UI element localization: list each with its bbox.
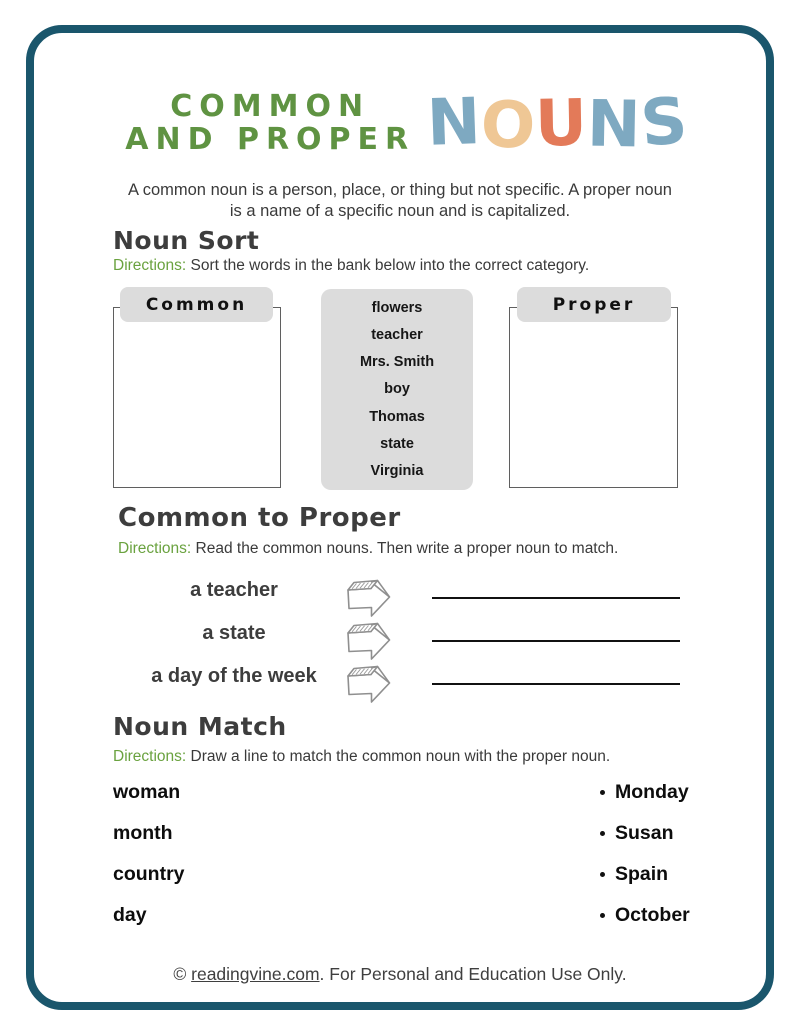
directions-label: Directions: xyxy=(113,257,187,274)
proper-noun-text: Monday xyxy=(615,781,689,803)
answer-write-line xyxy=(432,683,680,685)
bank-word: Virginia xyxy=(370,462,424,479)
common-noun-item: day xyxy=(113,904,147,926)
copyright-suffix: . For Personal and Education Use Only. xyxy=(319,964,627,984)
worksheet-definition xyxy=(0,180,800,222)
noun-sort-directions xyxy=(113,257,589,275)
proper-noun-item xyxy=(600,863,668,886)
bullet-dot-icon xyxy=(600,872,605,877)
directions-label: Directions: xyxy=(118,540,192,557)
title-line-2: AND PROPER xyxy=(125,122,416,157)
title-common-and-proper xyxy=(125,90,415,156)
common-noun-item: country xyxy=(113,863,185,885)
copyright-prefix: © xyxy=(173,964,192,984)
prompt-row xyxy=(0,656,800,702)
arrow-right-icon xyxy=(342,658,396,704)
bank-word: Mrs. Smith xyxy=(359,354,435,371)
definition-line-2: is a name of a specific noun and is capitalized. xyxy=(229,202,571,221)
arrow-right-icon xyxy=(342,615,396,661)
nouns-letter-5: S xyxy=(637,84,690,162)
answer-write-line xyxy=(432,597,680,599)
directions-label: Directions: xyxy=(113,748,187,765)
common-noun-item: month xyxy=(113,822,173,844)
bank-word: boy xyxy=(384,381,410,398)
common-sort-box xyxy=(113,307,281,488)
bullet-dot-icon xyxy=(600,831,605,836)
prompt-text: a state xyxy=(202,622,266,644)
noun-match-heading: Noun Match xyxy=(113,712,287,741)
title-line-1: COMMON xyxy=(170,89,371,124)
common-box-label: Common xyxy=(120,287,273,322)
proper-noun-text: October xyxy=(615,904,690,926)
directions-text: Sort the words in the bank below into the correct category. xyxy=(190,257,590,274)
proper-noun-text: Spain xyxy=(615,863,669,885)
directions-text: Read the common nouns. Then write a proper noun to match. xyxy=(195,540,619,557)
proper-box-label: Proper xyxy=(517,287,671,322)
proper-noun-item xyxy=(600,781,689,804)
arrow-right-icon xyxy=(342,572,396,618)
nouns-letter-4: N xyxy=(586,87,642,163)
bank-word: flowers xyxy=(371,300,423,316)
prompt-text: a day of the week xyxy=(151,665,317,687)
bank-word: Thomas xyxy=(369,408,425,425)
common-to-proper-heading: Common to Proper xyxy=(118,503,401,533)
prompt-row xyxy=(0,613,800,659)
noun-sort-area xyxy=(0,287,800,497)
bullet-dot-icon xyxy=(600,913,605,918)
nouns-letter-2: O xyxy=(479,88,537,164)
nouns-letter-3: U xyxy=(534,86,588,162)
bullet-dot-icon xyxy=(600,790,605,795)
proper-sort-box xyxy=(509,307,678,488)
worksheet-title xyxy=(6,84,800,164)
readingvine-link[interactable]: readingvine.com xyxy=(191,964,320,984)
answer-write-line xyxy=(432,640,680,642)
nouns-letter-1: N xyxy=(425,85,482,161)
bank-word: state xyxy=(380,435,414,452)
word-bank xyxy=(321,289,473,490)
proper-noun-item xyxy=(600,904,690,927)
definition-line-1: A common noun is a person, place, or thing but not specific. A proper noun xyxy=(128,181,672,199)
common-noun-item: woman xyxy=(113,781,181,803)
proper-noun-text: Susan xyxy=(615,822,674,844)
directions-text: Draw a line to match the common noun with the proper noun. xyxy=(190,748,611,765)
prompt-text: a teacher xyxy=(190,579,278,601)
nouns-wordart xyxy=(425,84,690,164)
noun-sort-heading: Noun Sort xyxy=(113,226,260,255)
footer-copyright xyxy=(0,964,800,985)
proper-noun-item xyxy=(600,822,674,845)
prompt-row xyxy=(0,570,800,616)
bank-word: teacher xyxy=(371,327,423,344)
common-to-proper-directions xyxy=(118,540,618,558)
noun-match-directions xyxy=(113,748,610,766)
